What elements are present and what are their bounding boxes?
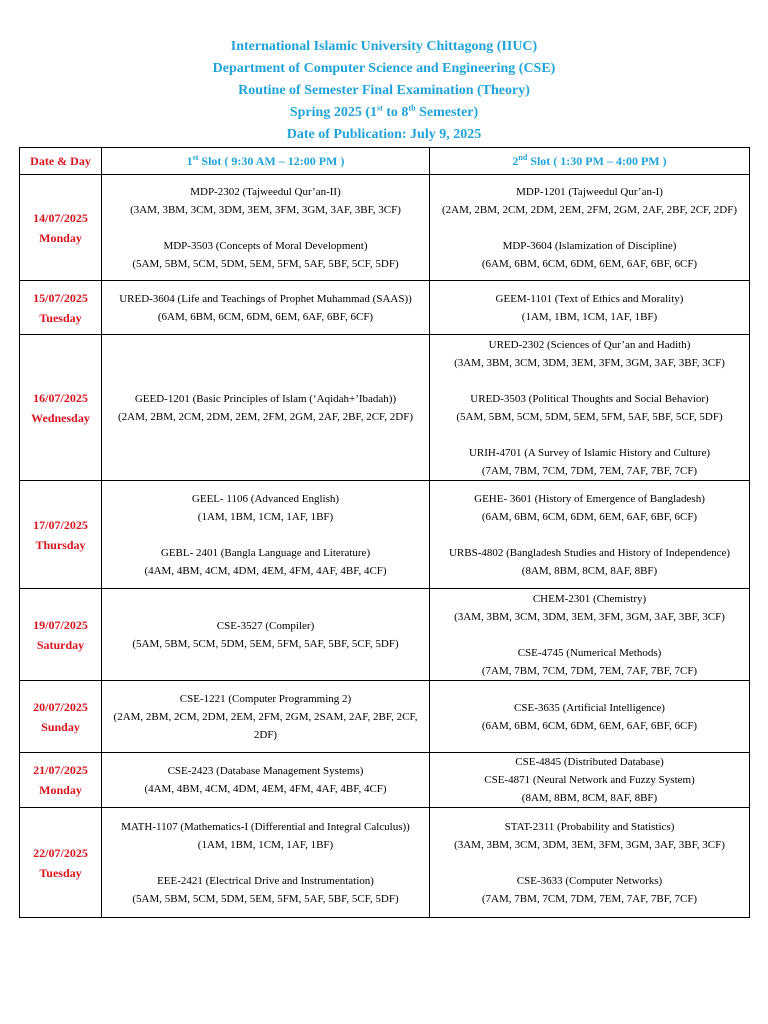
course-sections: (6AM, 6BM, 6CM, 6DM, 6EM, 6AF, 6BF, 6CF): [481, 719, 698, 732]
exam-day: Thursday: [35, 537, 86, 552]
course-sections: (3AM, 3BM, 3CM, 3DM, 3EM, 3FM, 3GM, 3AF, 3BF, 3CF): [454, 838, 725, 851]
course-sections: (5AM, 5BM, 5CM, 5DM, 5EM, 5FM, 5AF, 5BF, 5CF, 5DF): [132, 892, 399, 905]
date-cell: [20, 481, 102, 589]
routine-title: Routine of Semester Final Examination (Theory): [238, 83, 530, 98]
course-name: URED-2302 (Sciences of Qur’an and Hadith): [488, 338, 691, 351]
course-sections: (6AM, 6BM, 6CM, 6DM, 6EM, 6AF, 6BF, 6CF): [481, 257, 698, 270]
department-name: Department of Computer Science and Engineering (CSE): [212, 61, 556, 76]
slot2-cell: [430, 589, 750, 681]
course-sections: (3AM, 3BM, 3CM, 3DM, 3EM, 3FM, 3GM, 3AF, 3BF, 3CF): [454, 356, 725, 369]
course-sections: (5AM, 5BM, 5CM, 5DM, 5EM, 5FM, 5AF, 5BF, 5CF, 5DF): [132, 257, 399, 270]
table-row: [20, 681, 750, 753]
course-name: GEEM-1101 (Text of Ethics and Morality): [495, 292, 684, 305]
table-row: [20, 175, 750, 281]
course-name: CSE-4845 (Distributed Database): [515, 756, 664, 768]
table-header-row: [20, 148, 750, 175]
slot2-cell: [430, 808, 750, 918]
course-sections: (2AM, 2BM, 2CM, 2DM, 2EM, 2FM, 2GM, 2SAM, 2AF, 2BF, 2CF, 2DF): [113, 710, 418, 741]
course-sections: (2AM, 2BM, 2CM, 2DM, 2EM, 2FM, 2GM, 2AF, 2BF, 2CF, 2DF): [441, 203, 738, 216]
exam-date: 19/07/2025: [33, 617, 88, 632]
course-sections: (2AM, 2BM, 2CM, 2DM, 2EM, 2FM, 2GM, 2AF, 2BF, 2CF, 2DF): [117, 410, 414, 423]
slot2-cell: [430, 335, 750, 481]
course-sections: (7AM, 7BM, 7CM, 7DM, 7EM, 7AF, 7BF, 7CF): [481, 464, 698, 477]
slot1-cell: [102, 681, 430, 753]
exam-day: Saturday: [36, 637, 85, 652]
exam-day: Monday: [39, 230, 82, 245]
slot1-cell: [102, 808, 430, 918]
course-name: STAT-2311 (Probability and Statistics): [504, 820, 675, 833]
course-name: CSE-1221 (Computer Programming 2): [179, 692, 352, 705]
slot2-cell: [430, 175, 750, 281]
course-sections: (8AM, 8BM, 8CM, 8AF, 8BF): [521, 792, 658, 804]
date-cell: [20, 808, 102, 918]
course-name: MDP-3604 (Islamization of Discipline): [502, 239, 677, 252]
exam-date: 14/07/2025: [33, 210, 88, 225]
course-name: URED-3604 (Life and Teachings of Prophet Muhammad (SAAS)): [119, 292, 412, 305]
table-row: [20, 335, 750, 481]
column-header-slot2: 2nd Slot ( 1:30 PM – 4:00 PM ): [430, 148, 750, 175]
course-sections: (7AM, 7BM, 7CM, 7DM, 7EM, 7AF, 7BF, 7CF): [481, 892, 698, 905]
course-name: MDP-1201 (Tajweedul Qur’an-I): [516, 185, 663, 198]
course-sections: (1AM, 1BM, 1CM, 1AF, 1BF): [521, 310, 658, 323]
course-name: GEHE- 3601 (History of Emergence of Bangladesh): [474, 492, 705, 505]
course-sections: (5AM, 5BM, 5CM, 5DM, 5EM, 5FM, 5AF, 5BF, 5CF, 5DF): [456, 410, 723, 423]
course-sections: (8AM, 8BM, 8CM, 8AF, 8BF): [521, 564, 658, 577]
course-name: GEBL- 2401 (Bangla Language and Literature): [160, 546, 371, 559]
university-name: International Islamic University Chittagong (IIUC): [230, 39, 538, 54]
course-sections: (1AM, 1BM, 1CM, 1AF, 1BF): [197, 510, 334, 523]
course-name: CSE-4745 (Numerical Methods): [517, 646, 662, 659]
course-name: URIH-4701 (A Survey of Islamic History and Culture): [468, 446, 711, 459]
exam-date: 17/07/2025: [33, 517, 88, 532]
course-name: CSE-3635 (Artificial Intelligence): [514, 701, 665, 714]
entry-spacer: [106, 219, 425, 237]
date-cell: [20, 589, 102, 681]
date-cell: [20, 281, 102, 335]
exam-date: 16/07/2025: [33, 390, 88, 405]
course-name: URED-3503 (Political Thoughts and Social Behavior): [470, 392, 709, 405]
exam-day: Tuesday: [39, 865, 82, 880]
document-header: [0, 36, 768, 146]
entry-spacer: [434, 526, 745, 544]
slot2-cell: [430, 281, 750, 335]
entry-spacer: [434, 426, 745, 444]
slot1-cell: [102, 481, 430, 589]
column-header-slot1: 1st Slot ( 9:30 AM – 12:00 PM ): [102, 148, 430, 175]
exam-date: 22/07/2025: [33, 845, 88, 860]
entry-spacer: [434, 626, 745, 644]
slot1-cell: [102, 589, 430, 681]
table-row: [20, 481, 750, 589]
entry-spacer: [434, 854, 745, 872]
exam-day: Monday: [39, 783, 82, 797]
course-name: GEED-1201 (Basic Principles of Islam (‘Aqidah+’Ibadah)): [134, 392, 397, 405]
table-row: [20, 808, 750, 918]
date-cell: [20, 175, 102, 281]
exam-date: 21/07/2025: [33, 763, 88, 777]
course-sections: (5AM, 5BM, 5CM, 5DM, 5EM, 5FM, 5AF, 5BF, 5CF, 5DF): [132, 637, 399, 650]
entry-spacer: [434, 219, 745, 237]
course-name: EEE-2421 (Electrical Drive and Instrumentation): [157, 874, 374, 887]
course-name: MDP-2302 (Tajweedul Qur’an-II): [190, 185, 341, 198]
publication-date: Date of Publication: July 9, 2025: [286, 127, 482, 142]
slot2-cell: [430, 481, 750, 589]
slot1-cell: [102, 335, 430, 481]
entry-spacer: [434, 372, 745, 390]
exam-routine-table: [19, 147, 750, 918]
slot2-cell: [430, 753, 750, 808]
exam-date: 20/07/2025: [33, 699, 88, 714]
date-cell: [20, 753, 102, 808]
exam-day: Wednesday: [31, 410, 90, 425]
exam-day: Tuesday: [39, 310, 82, 325]
course-sections: (1AM, 1BM, 1CM, 1AF, 1BF): [197, 838, 334, 851]
semester-line: Spring 2025 (1st to 8th Semester): [289, 103, 479, 120]
course-name: URBS-4802 (Bangladesh Studies and History of Independence): [448, 546, 731, 559]
table-row: [20, 589, 750, 681]
course-sections: (4AM, 4BM, 4CM, 4DM, 4EM, 4FM, 4AF, 4BF, 4CF): [144, 564, 387, 577]
course-sections: (6AM, 6BM, 6CM, 6DM, 6EM, 6AF, 6BF, 6CF): [157, 310, 374, 323]
exam-day: Sunday: [41, 719, 80, 734]
course-name: MATH-1107 (Mathematics-I (Differential and Integral Calculus)): [121, 820, 410, 833]
course-sections: (3AM, 3BM, 3CM, 3DM, 3EM, 3FM, 3GM, 3AF, 3BF, 3CF): [454, 610, 725, 623]
column-header-date: Date & Day: [20, 148, 102, 175]
course-sections: (7AM, 7BM, 7CM, 7DM, 7EM, 7AF, 7BF, 7CF): [481, 664, 698, 677]
course-sections: (4AM, 4BM, 4CM, 4DM, 4EM, 4FM, 4AF, 4BF, 4CF): [144, 783, 387, 795]
course-name: CSE-3633 (Computer Networks): [516, 874, 663, 887]
course-name: GEEL- 1106 (Advanced English): [191, 492, 340, 505]
course-name: CSE-4871 (Neural Network and Fuzzy System): [484, 774, 695, 786]
slot1-cell: [102, 753, 430, 808]
table-row: [20, 281, 750, 335]
course-name: CSE-2423 (Database Management Systems): [167, 765, 364, 777]
date-cell: [20, 335, 102, 481]
course-name: CHEM-2301 (Chemistry): [532, 592, 647, 605]
entry-spacer: [106, 526, 425, 544]
slot1-cell: [102, 281, 430, 335]
entry-spacer: [106, 854, 425, 872]
date-cell: [20, 681, 102, 753]
slot1-cell: [102, 175, 430, 281]
course-name: MDP-3503 (Concepts of Moral Development): [163, 239, 368, 252]
exam-date: 15/07/2025: [33, 290, 88, 305]
course-sections: (3AM, 3BM, 3CM, 3DM, 3EM, 3FM, 3GM, 3AF, 3BF, 3CF): [130, 203, 401, 216]
course-name: CSE-3527 (Compiler): [216, 619, 315, 632]
slot2-cell: [430, 681, 750, 753]
table-row: [20, 753, 750, 808]
course-sections: (6AM, 6BM, 6CM, 6DM, 6EM, 6AF, 6BF, 6CF): [481, 510, 698, 523]
